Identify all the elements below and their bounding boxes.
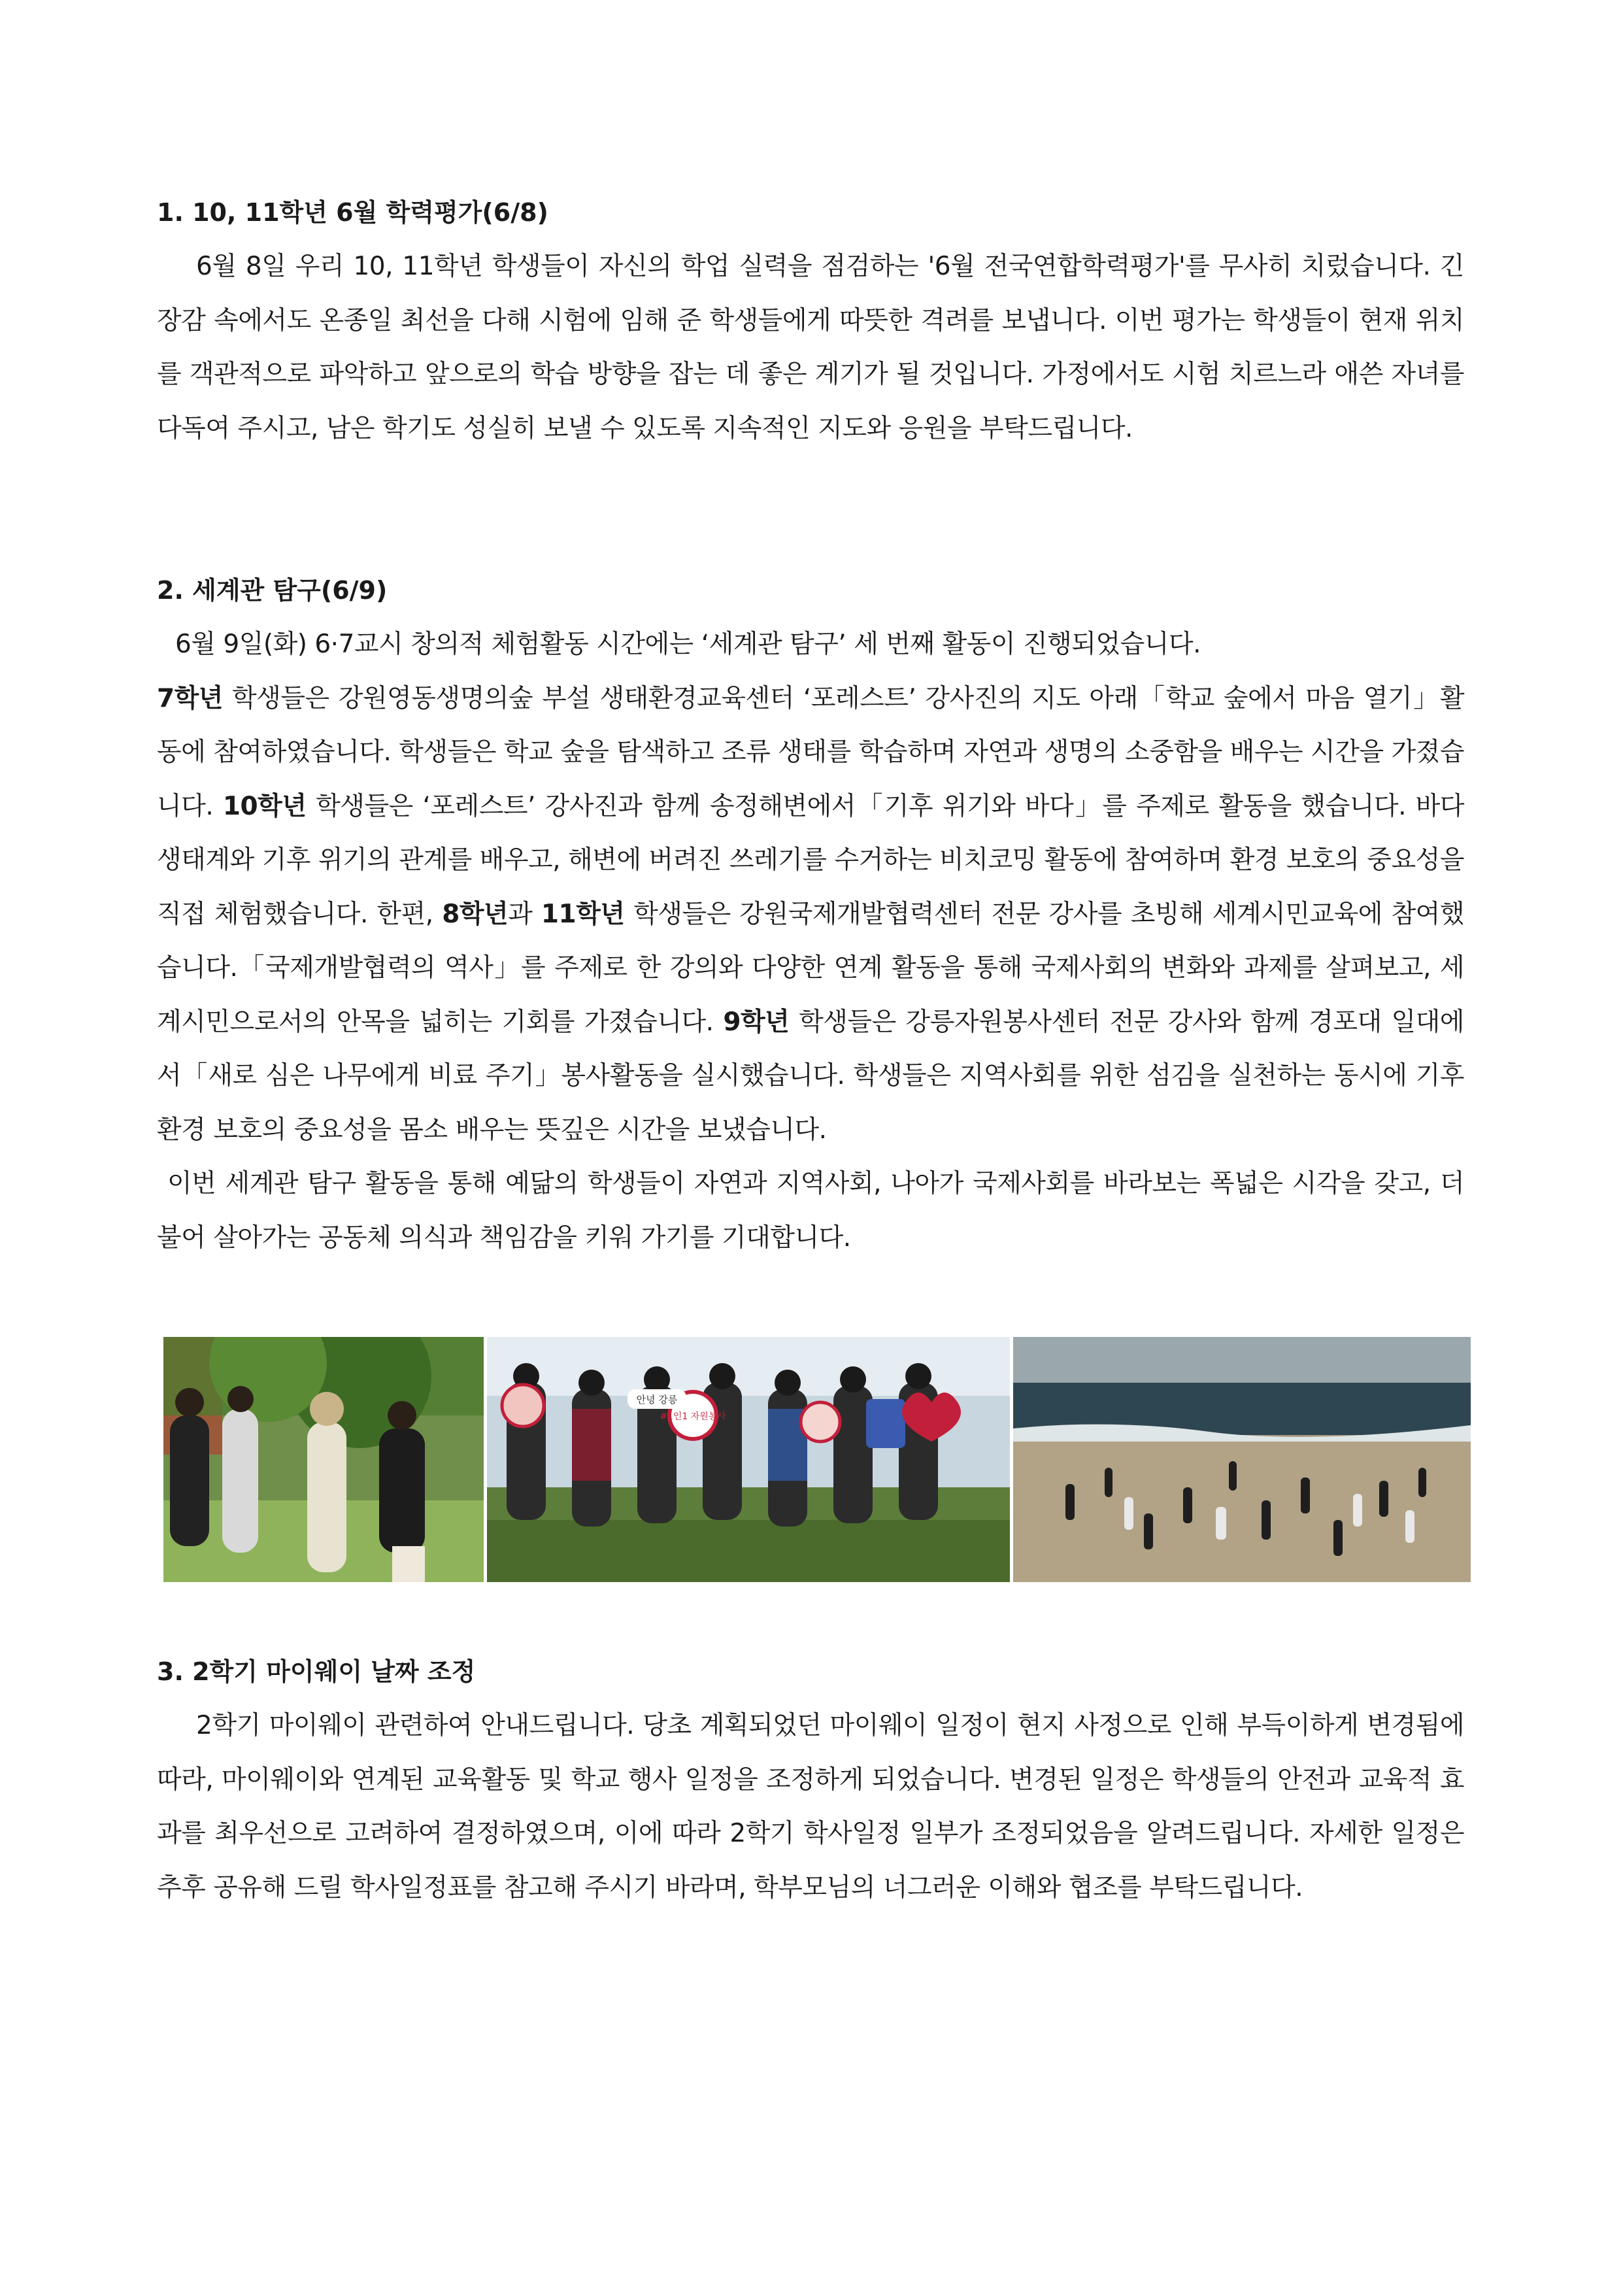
section-1-paragraph: 6월 8일 우리 10, 11학년 학생들이 자신의 학업 실력을 점검하는 '6월 전국연합학력평가'를 무사히 치렀습니다. 긴장감 속에서도 온종일 최선을 다해 시험에 임해 준 학생들에게 따뜻한 격려를 보냅니다. 이번 평가는 학생들이 현재 위치를 객관적으로 파악하고 앞으로의 학습 방향을 잡는 데 좋은 계기가 될 것입니다. 가정에서도 시험 치르느라 애쓴 자녀를 다독여 주시고, 남은 학기도 성실히 보낼 수 있도록 지속적인 지도와 응원을 부탁드립니다. — [157, 252, 1464, 443]
grade-7-text: 학생들은 강원영동생명의숲 부설 생태환경교육센터 ‘포레스트’ 강사진의 지도 아래「학교 숲에서 마음 열기」활동에 참여하였습니다. 학생들은 학교 숲을 탐색하고 조류 생태를 학습하며 자연과 생명의 소중함을 배우는 시간을 가졌습니다. — [157, 683, 1464, 821]
section-myway — [157, 1655, 1464, 1915]
section-2-body — [157, 672, 1464, 1158]
section-exam — [157, 196, 1464, 456]
grade-11-label: 11학년 — [541, 899, 625, 929]
section-2-intro: 6월 9일(화) 6·7교시 창의적 체험활동 시간에는 ‘세계관 탐구’ 세 번째 활동이 진행되었습니다. — [175, 630, 1201, 659]
section-3-paragraph: 2학기 마이웨이 관련하여 안내드립니다. 당초 계획되었던 마이웨이 일정이 현지 사정으로 인해 부득이하게 변경됨에 따라, 마이웨이와 연계된 교육활동 및 학교 행사 일정을 조정하게 되었습니다. 변경된 일정은 학생들의 안전과 교육적 효과를 최우선으로 고려하여 결정하였으며, 이에 따라 2학기 학사일정 일부가 조정되었음을 알려드립니다. 자세한 일정은 추후 공유해 드릴 학사일정표를 참고해 주시기 바라며, 학부모님의 너그러운 이해와 협조를 부탁드립니다. — [157, 1711, 1464, 1902]
photo-beach-cleanup — [1013, 1337, 1471, 1582]
photo-group-volunteer — [487, 1337, 1010, 1582]
grade-7-label: 7학년 — [157, 683, 223, 713]
sign-volunteer-text: #1인1 자원봉사 — [660, 1411, 726, 1422]
grade-9-label: 9학년 — [723, 1007, 790, 1037]
grade-8-label: 8학년 — [442, 899, 509, 929]
photo-strip — [163, 1337, 1467, 1582]
photo-school-forest — [163, 1337, 484, 1582]
section-3-heading: 3. 2학기 마이웨이 날짜 조정 — [157, 1657, 476, 1686]
section-worldview — [157, 574, 1464, 1265]
section-1-heading: 1. 10, 11학년 6월 학력평가(6/8) — [157, 198, 548, 227]
section-2-closing: 이번 세계관 탐구 활동을 통해 예닮의 학생들이 자연과 지역사회, 나아가 국제사회를 바라보는 폭넓은 시각을 갖고, 더불어 살아가는 공동체 의식과 책임감을 키워 가기를 기대합니다. — [157, 1169, 1464, 1253]
grade-9-text: 학생들은 강릉자원봉사센터 전문 강사와 함께 경포대 일대에서「새로 심은 나무에게 비료 주기」봉사활동을 실시했습니다. 학생들은 지역사회를 위한 섬김을 실천하는 동시에 기후환경 보호의 중요성을 몸소 배우는 뜻깊은 시간을 보냈습니다. — [157, 1007, 1464, 1145]
grade-10-label: 10학년 — [222, 791, 307, 821]
grade-8-11-text: 학생들은 강원국제개발협력센터 전문 강사를 초빙해 세계시민교육에 참여했습니다.「국제개발협력의 역사」를 주제로 한 강의와 다양한 연계 활동을 통해 국제사회의 변화와 과제를 살펴보고, 세계시민으로서의 안목을 넓히는 기회를 가졌습니다. — [157, 899, 1464, 1037]
sign-gangneung-text: 안녕 강릉 — [636, 1394, 678, 1406]
grade-8-join: 과 — [508, 899, 541, 929]
grade-10-text: 학생들은 ‘포레스트’ 강사진과 함께 송정해변에서「기후 위기와 바다」를 주제로 활동을 했습니다. 바다 생태계와 기후 위기의 관계를 배우고, 해변에 버려진 쓰레기를 수거하는 비치코밍 활동에 참여하며 환경 보호의 중요성을 직접 체험했습니다. 한편, — [157, 791, 1464, 929]
section-2-heading: 2. 세계관 탐구(6/9) — [157, 576, 388, 605]
